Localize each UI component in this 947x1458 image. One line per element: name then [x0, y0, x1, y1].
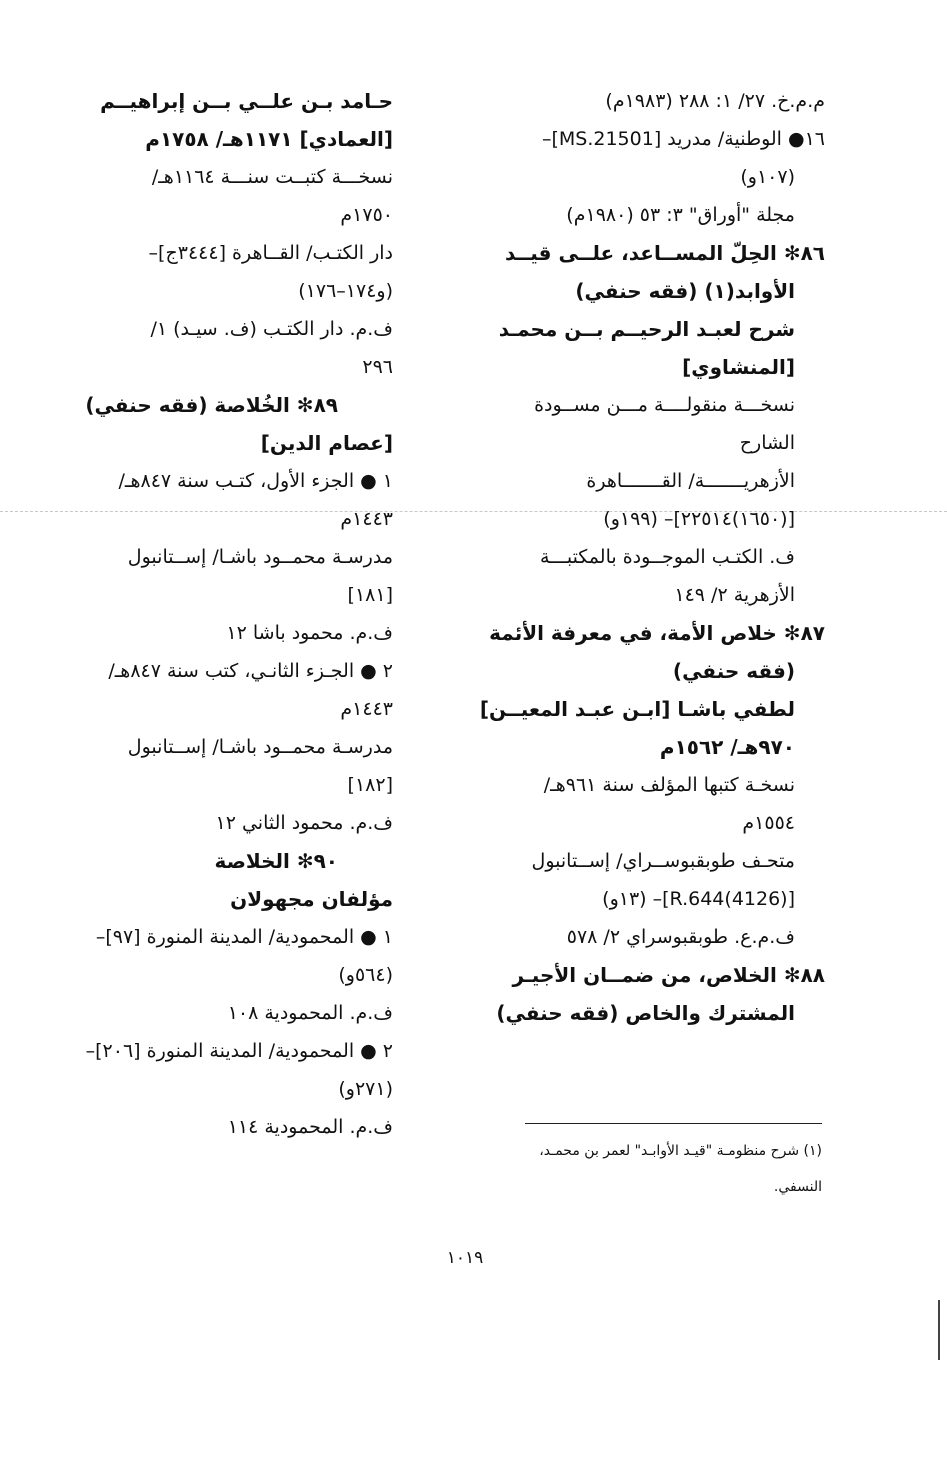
left-column-line: ١٤٤٣م [340, 508, 393, 530]
left-column-line: مؤلفان مجهولان [230, 887, 393, 911]
left-column-line: ١ ● الجزء الأول، كتـب سنة ٨٤٧هـ/ [118, 470, 393, 492]
right-column-line: ٨٨✻ الخلاص، من ضمــان الأجيـر [512, 963, 825, 987]
right-column-line: مجلة "أوراق" ٣: ٥٣ (١٩٨٠م) [566, 204, 795, 226]
right-column-line: نسخـــة منقولــــة مـــن مســودة [534, 394, 795, 416]
left-column-line: ف.م. دار الكتـب (ف. سيـد) ١/ [150, 318, 393, 340]
left-column-line: نسخـــة كتبــت سنـــة ١١٦٤هـ/ [151, 166, 393, 188]
right-column-line: الشارح [739, 432, 795, 454]
right-column-line: الأزهريـــــــة/ القـــــــاهرة [586, 470, 795, 492]
left-column-line: ٢٩٦ [362, 356, 393, 378]
left-column-line: ف.م. المحمودية ١١٤ [227, 1116, 393, 1138]
left-column-line: ف.م. محمود الثاني ١٢ [215, 812, 393, 834]
footnote-line-2: النسفي. [773, 1179, 822, 1195]
right-column-line: ١٥٥٤م [742, 812, 795, 834]
scan-edge-mark [938, 1300, 940, 1360]
right-column-line: ٨٦✻ الحِلّ المســاعد، علــى قيــد [505, 241, 825, 265]
right-column-line: ٩٧٠هـ/ ١٥٦٢م [659, 735, 795, 759]
left-column-line: دار الكتـب/ القــاهرة [٣٤٤٤ج]– [148, 242, 393, 264]
right-column-line: متحـف طوبقبوســراي/ إســتانبول [531, 850, 795, 872]
right-column-line: نسخـة كتبها المؤلف سنة ٩٦١هـ/ [543, 774, 795, 796]
right-column-line: الأوابد(١) (فقه حنفي) [575, 279, 795, 303]
right-column-line: [(4126)R.644]– (١٣و) [602, 888, 795, 910]
right-column-line: ف.م.ع. طوبقبوسراي ٢/ ٥٧٨ [566, 926, 795, 948]
left-column-line: مدرسـة محمــود باشـا/ إســتانبول [127, 736, 393, 758]
left-column-line: (٢٧١و) [338, 1078, 393, 1100]
left-column-line: ف.م. محمود باشا ١٢ [226, 622, 393, 644]
page-number: ١٠١٩ [446, 1248, 484, 1268]
left-column-line: ٢ ● المحمودية/ المدينة المنورة [٢٠٦]– [85, 1040, 393, 1062]
left-column-line: مدرسـة محمــود باشـا/ إســتانبول [127, 546, 393, 568]
left-column-line: ١ ● المحمودية/ المدينة المنورة [٩٧]– [95, 926, 393, 948]
left-column-line: (و١٧٤–١٧٦) [298, 280, 393, 302]
footnote-rule [525, 1123, 822, 1124]
right-column-line: [المنشاوي] [682, 355, 795, 379]
footnote-line-1: (١) شرح منظومـة "قيـد الأوابـد" لعمر بن محمـد، [539, 1143, 822, 1159]
left-column [85, 82, 393, 1146]
left-column-line: ٨٩✻ الخُلاصة (فقه حنفي) [85, 393, 338, 417]
right-column-line: (١٠٧و) [740, 166, 795, 188]
left-column-line: (٥٦٤و) [338, 964, 393, 986]
left-column-line: ٢ ● الجـزء الثانـي، كتب سنة ٨٤٧هـ/ [108, 660, 393, 682]
right-column-line: م.م.خ. ٢٧/ ١: ٢٨٨ (١٩٨٣م) [605, 90, 825, 112]
right-column-line: [(١٦٥٠)٢٢٥١٤]– (١٩٩و) [603, 508, 795, 530]
right-column-line: المشترك والخاص (فقه حنفي) [496, 1001, 795, 1025]
right-column-line: (فقه حنفي) [672, 659, 795, 683]
right-column-line: لطفي باشـا [ابـن عبـد المعيــن] [479, 697, 795, 721]
left-column-line: [العمادي] ١١٧١هـ/ ١٧٥٨م [145, 127, 393, 151]
left-column-line: ١٧٥٠م [340, 204, 393, 226]
right-column-line: ١٦● الوطنية/ مدريد [MS.21501]– [541, 128, 825, 150]
left-column-line: ١٤٤٣م [340, 698, 393, 720]
right-column-line: ٨٧✻ خلاص الأمة، في معرفة الأئمة [489, 621, 825, 645]
right-column-line: الأزهرية ٢/ ١٤٩ [674, 584, 795, 606]
right-column-line: ف. الكتـب الموجــودة بالمكتبـــة [539, 546, 795, 568]
footnote [470, 1133, 822, 1205]
left-column-line: [١٨١] [347, 584, 393, 606]
left-column-line: [عصام الدين] [260, 431, 393, 455]
left-column-line: ف.م. المحمودية ١٠٨ [227, 1002, 393, 1024]
right-column-line: شرح لعبـد الرحيــم بــن محمـد [498, 317, 795, 341]
left-column-line: حـامد بـن علــي بــن إبراهيــم [100, 89, 393, 113]
left-column-line: [١٨٢] [347, 774, 393, 796]
right-column [479, 82, 825, 1032]
left-column-line: ٩٠✻ الخلاصة [214, 849, 338, 873]
